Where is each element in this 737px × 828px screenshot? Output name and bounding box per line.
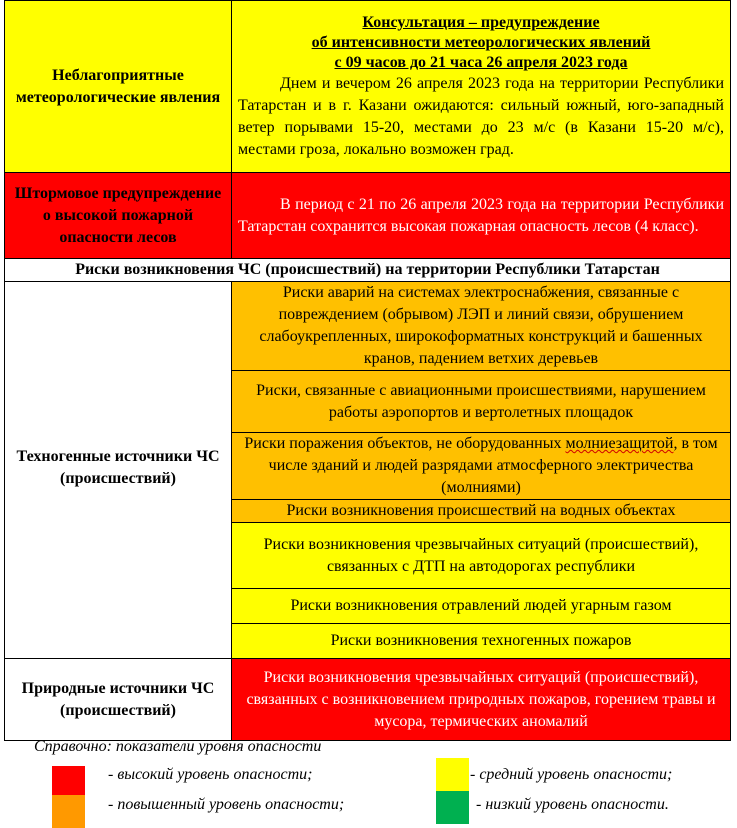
risk-power-outage: Риски аварий на системах электроснабжения, связанные с повреждением (обрывом) ЛЭП и линий связи, обрушением слабоукрепленных, широкоформатных конструкций и башенных кранов, падением ветхих деревьев [232,282,731,371]
risk-tech-fires: Риски возникновения техногенных пожаров [232,624,731,659]
risk-aviation: Риски, связанные с авиационными происшествиями, нарушением работы аэропортов и вертолетных площадок [232,371,731,433]
meteo-title-line3: с 09 часов до 21 часа 26 апреля 2023 года [334,53,628,71]
storm-text: В период с 21 по 26 апреля 2023 года на территории Республики Татарстан сохранится высокая пожарная опасность лесов (4 класс). [238,195,724,235]
meteo-content [232,1,731,173]
risk-row [5,282,731,371]
risk-water: Риски возникновения происшествий на водных объектах [232,500,731,523]
natural-label: Природные источники ЧС (происшествий) [5,659,232,741]
risk-co-poisoning: Риски возникновения отравлений людей угарным газом [232,589,731,624]
legend-swatch-low [436,791,469,824]
meteo-row [5,1,731,173]
risk-table [4,0,731,741]
legend-label-medium: - средний уровень опасности; [470,766,673,783]
meteo-title-line2: об интенсивности метеорологических явлений [311,33,651,51]
risk-natural-fires: Риски возникновения чрезвычайных ситуаций (происшествий), связанных с возникновением природных пожаров, горением травы и мусора, термических аномалий [232,659,731,741]
legend-label-elevated: - повышенный уровень опасности; [108,796,345,813]
legend-swatch-elevated [52,795,85,828]
risk-traffic: Риски возникновения чрезвычайных ситуаций (происшествий), связанных с ДТП на автодорогах республики [232,523,731,589]
spellcheck-word: молниезащитой [565,435,674,452]
technogenic-label: Техногенные источники ЧС (происшествий) [5,282,232,659]
meteo-label: Неблагоприятные метеорологические явления [5,1,232,173]
section-header-row [5,259,731,282]
legend-title: Справочно: показатели уровня опасности [34,738,322,755]
storm-row [5,173,731,259]
storm-content [232,173,731,259]
storm-label: Штормовое предупреждение о высокой пожарной опасности лесов [5,173,232,259]
section-header: Риски возникновения ЧС (происшествий) на территории Республики Татарстан [5,259,731,282]
legend-label-high: - высокий уровень опасности; [108,766,313,783]
meteo-text: Днем и вечером 26 апреля 2023 года на территории Республики Татарстан и в г. Казани ожидаются: сильный южный, юго-западный ветер порывами 15-20, местами до 23 м/с (в Казани 15-20 м/с), местами гроза, локально возможен град. [238,74,724,158]
legend-swatch-medium [436,758,469,791]
legend-label-low: - низкий уровень опасности. [476,796,669,813]
meteo-title-line1: Консультация – предупреждение [362,13,600,31]
risk-lightning: Риски поражения объектов, не оборудованных молниезащитой, в том числе зданий и людей разрядами атмосферного электричества (молниями) [232,433,731,500]
natural-row [5,659,731,741]
